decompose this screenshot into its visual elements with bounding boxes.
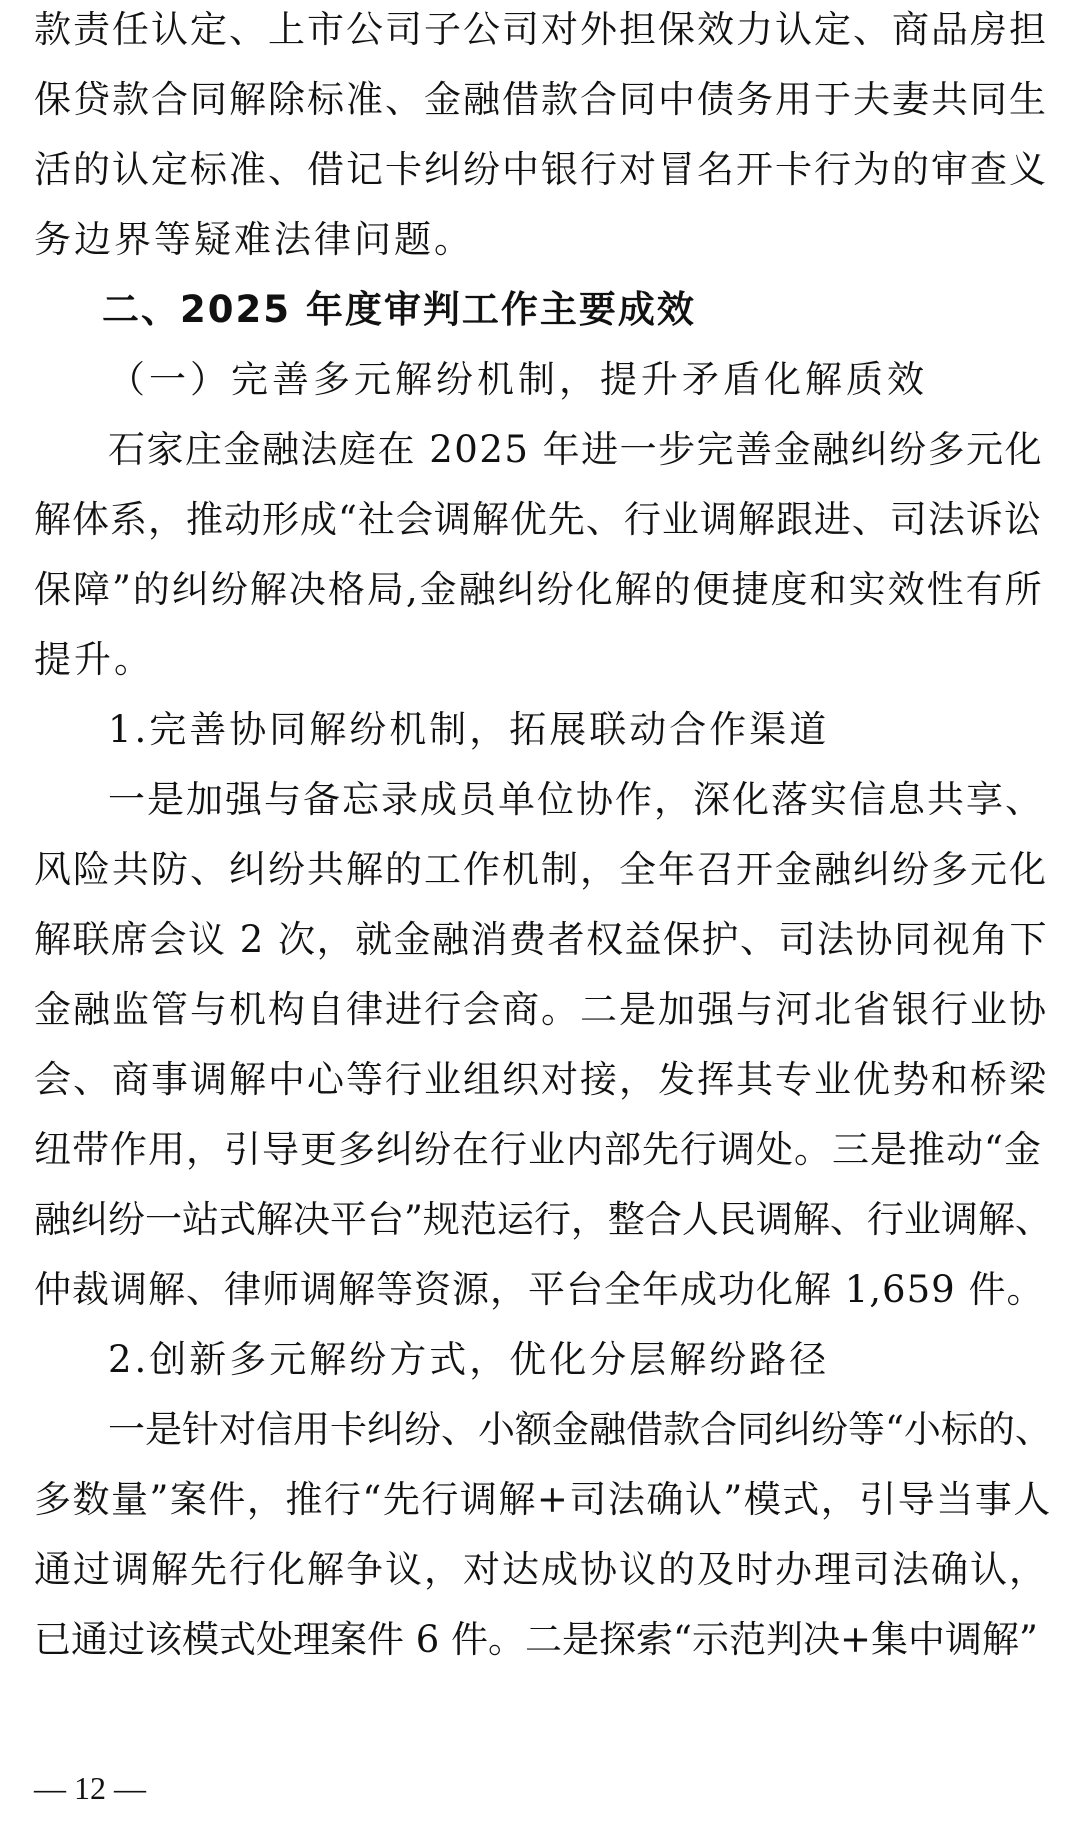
body-text-line: 款责任认定、上市公司子公司对外担保效力认定、商品房担	[34, 8, 1048, 51]
body-text-line: 纽带作用，引导更多纠纷在行业内部先行调处。三是推动“金	[34, 1128, 1042, 1171]
body-text-line: 提升。	[34, 638, 154, 681]
body-text-line: 解联席会议 2 次，就金融消费者权益保护、司法协同视角下	[34, 918, 1049, 961]
body-text-line: 解体系，推动形成“社会调解优先、行业调解跟进、司法诉讼	[34, 498, 1042, 541]
body-text-line: 风险共防、纠纷共解的工作机制，全年召开金融纠纷多元化	[34, 848, 1048, 891]
paragraph-first-line: 石家庄金融法庭在 2025 年进一步完善金融纠纷多元化	[108, 428, 1044, 471]
body-text-line: 已通过该模式处理案件 6 件。二是探索“示范判决+集中调解”	[34, 1618, 1038, 1661]
body-text-line: 务边界等疑难法律问题。	[34, 218, 474, 261]
paragraph-first-line: 一是加强与备忘录成员单位协作，深化落实信息共享、	[108, 778, 1044, 821]
page-number: — 12 —	[34, 1770, 146, 1806]
paragraph-first-line: 一是针对信用卡纠纷、小额金融借款合同纠纷等“小标的、	[108, 1408, 1052, 1451]
body-text-line: 活的认定标准、借记卡纠纷中银行对冒名开卡行为的审查义	[34, 148, 1048, 191]
body-text-line: 保贷款合同解除标准、金融借款合同中债务用于夫妻共同生	[34, 78, 1048, 121]
body-text-line: 会、商事调解中心等行业组织对接，发挥其专业优势和桥梁	[34, 1058, 1048, 1101]
item-heading: 1.完善协同解纷机制，拓展联动合作渠道	[108, 708, 830, 751]
body-text-line: 多数量”案件，推行“先行调解+司法确认”模式，引导当事人	[34, 1478, 1052, 1521]
section-heading: 二、2025 年度审判工作主要成效	[102, 288, 696, 331]
body-text-line: 通过调解先行化解争议，对达成协议的及时办理司法确认，	[34, 1548, 1048, 1591]
body-text-line: 保障”的纠纷解决格局,金融纠纷化解的便捷度和实效性有所	[34, 568, 1044, 611]
item-heading: 2.创新多元解纷方式，优化分层解纷路径	[108, 1338, 830, 1381]
body-text-line: 融纠纷一站式解决平台”规范运行，整合人民调解、行业调解、	[34, 1198, 1052, 1241]
body-text-line: 仲裁调解、律师调解等资源，平台全年成功化解 1,659 件。	[34, 1268, 1045, 1311]
subsection-heading: （一）完善多元解纷机制，提升矛盾化解质效	[108, 358, 928, 401]
body-text-line: 金融监管与机构自律进行会商。二是加强与河北省银行业协	[34, 988, 1048, 1031]
